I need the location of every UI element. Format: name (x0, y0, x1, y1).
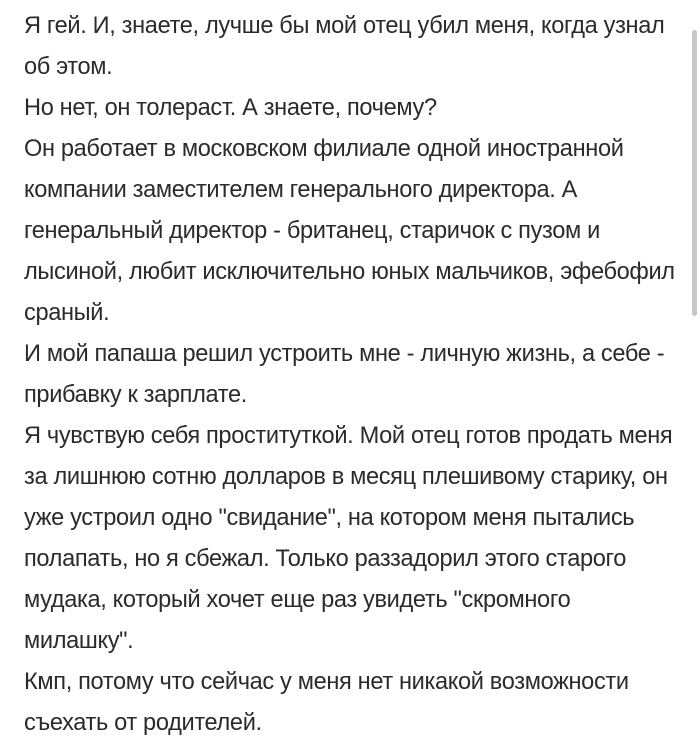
scrollbar-thumb[interactable] (692, 30, 697, 316)
paragraph: Я чувствую себя проституткой. Мой отец готов продать меня за лишнюю сотню долларов в месяц плешивому старику, он уже устроил одно "свидание", на котором меня пытались полапать, но я сбежал. Только раззадорил этого старого мудака, который хочет еще раз увидеть "скромного милашку". (24, 423, 673, 654)
paragraph: Но нет, он толераст. А знаете, почему? (24, 95, 437, 121)
post-text (24, 6, 684, 744)
paragraph: Я гей. И, знаете, лучше бы мой отец убил меня, когда узнал об этом. (24, 13, 665, 80)
paragraph: Он работает в московском филиале одной иностранной компании заместителем генерального директора. А генеральный директор - британец, старичок с пузом и лысиной, любит исключительно юных мальчиков, эфебофил сраный. (24, 136, 675, 326)
paragraph: Кмп, потому что сейчас у меня нет никакой возможности съехать от родителей. (24, 669, 629, 736)
scrollbar[interactable] (692, 0, 700, 752)
paragraph: И мой папаша решил устроить мне - личную жизнь, а себе - прибавку к зарплате. (24, 341, 665, 408)
